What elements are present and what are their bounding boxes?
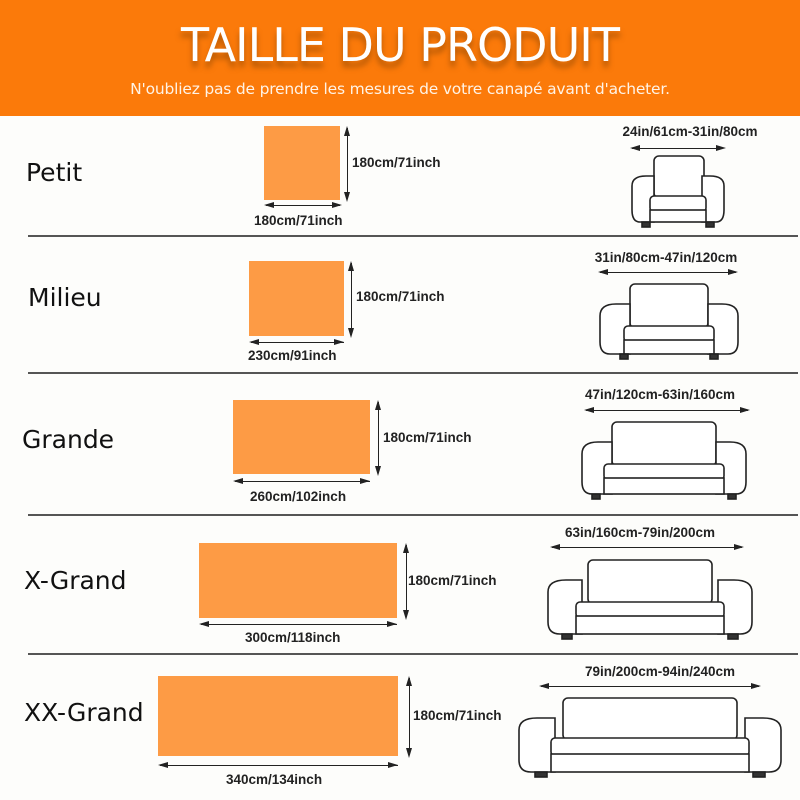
row-divider xyxy=(28,372,798,374)
size-label: X-Grand xyxy=(24,566,127,595)
arrow-right-icon xyxy=(751,683,761,689)
arrow-right-icon xyxy=(334,339,344,345)
sofa-width-line xyxy=(586,410,748,411)
sofa-range-label: 24in/61cm-31in/80cm xyxy=(622,124,758,139)
size-label: Milieu xyxy=(28,283,102,312)
arrow-right-icon xyxy=(740,407,750,413)
width-dimension-line xyxy=(160,765,398,766)
height-dimension-line xyxy=(347,128,348,198)
two-seater-sofa-icon xyxy=(578,418,750,502)
width-label: 300cm/118inch xyxy=(245,630,341,645)
cover-size-rectangle xyxy=(233,400,370,474)
arrow-left-icon xyxy=(598,269,608,275)
height-label: 180cm/71inch xyxy=(352,155,441,170)
arrow-left-icon xyxy=(249,339,259,345)
loveseat-icon xyxy=(596,280,742,362)
arrow-up-icon xyxy=(348,261,354,271)
sofa-range-label: 63in/160cm-79in/200cm xyxy=(564,525,716,540)
arrow-left-icon xyxy=(233,478,243,484)
cover-size-rectangle xyxy=(264,126,340,200)
sofa-width-line xyxy=(632,148,722,149)
cover-size-rectangle xyxy=(158,676,398,756)
height-dimension-line xyxy=(409,678,410,754)
arrow-right-icon xyxy=(728,269,738,275)
arrow-down-icon xyxy=(344,192,350,202)
row-divider xyxy=(28,235,798,237)
page-subtitle: N'oubliez pas de prendre les mesures de votre canapé avant d'acheter. xyxy=(130,80,670,98)
size-label: XX-Grand xyxy=(24,698,144,727)
three-seater-sofa-icon xyxy=(544,556,756,642)
size-label: Grande xyxy=(22,425,115,454)
size-label: Petit xyxy=(26,158,83,187)
width-dimension-line xyxy=(266,205,340,206)
height-label: 180cm/71inch xyxy=(413,708,502,723)
arrow-left-icon xyxy=(158,762,168,768)
arrow-left-icon xyxy=(199,621,209,627)
arrow-left-icon xyxy=(264,202,274,208)
arrow-right-icon xyxy=(734,544,744,550)
width-label: 340cm/134inch xyxy=(226,772,323,787)
height-dimension-line xyxy=(378,402,379,472)
sofa-width-line xyxy=(541,686,759,687)
header-banner xyxy=(0,0,800,116)
height-label: 180cm/71inch xyxy=(408,573,497,588)
arrow-right-icon xyxy=(716,145,726,151)
arrow-left-icon xyxy=(630,145,640,151)
width-label: 230cm/91inch xyxy=(248,348,337,363)
height-label: 180cm/71inch xyxy=(383,430,472,445)
sofa-width-line xyxy=(600,272,736,273)
arrow-left-icon xyxy=(539,683,549,689)
arrow-up-icon xyxy=(375,400,381,410)
width-dimension-line xyxy=(251,342,344,343)
arrow-down-icon xyxy=(375,466,381,476)
arrow-down-icon xyxy=(348,328,354,338)
arrow-right-icon xyxy=(360,478,370,484)
arrow-left-icon xyxy=(550,544,560,550)
arrow-left-icon xyxy=(584,407,594,413)
arrow-right-icon xyxy=(387,621,397,627)
arrow-up-icon xyxy=(406,676,412,686)
width-label: 180cm/71inch xyxy=(254,213,343,228)
armchair-icon xyxy=(628,152,728,230)
height-label: 180cm/71inch xyxy=(356,289,445,304)
sofa-width-line xyxy=(552,547,742,548)
arrow-right-icon xyxy=(388,762,398,768)
width-label: 260cm/102inch xyxy=(250,489,347,504)
width-dimension-line xyxy=(201,624,397,625)
arrow-down-icon xyxy=(406,748,412,758)
height-dimension-line xyxy=(406,545,407,616)
sofa-range-label: 31in/80cm-47in/120cm xyxy=(594,250,738,265)
arrow-right-icon xyxy=(332,202,342,208)
four-seater-sofa-icon xyxy=(515,694,785,780)
width-dimension-line xyxy=(235,481,370,482)
arrow-up-icon xyxy=(344,126,350,136)
row-divider xyxy=(28,514,798,516)
cover-size-rectangle xyxy=(199,543,397,618)
arrow-down-icon xyxy=(403,610,409,620)
sofa-range-label: 47in/120cm-63in/160cm xyxy=(584,387,736,402)
cover-size-rectangle xyxy=(249,261,344,336)
page-title: TAILLE DU PRODUIT xyxy=(181,18,619,72)
height-dimension-line xyxy=(351,263,352,334)
sofa-range-label: 79in/200cm-94in/240cm xyxy=(584,664,736,679)
arrow-up-icon xyxy=(403,543,409,553)
row-divider xyxy=(28,653,798,655)
